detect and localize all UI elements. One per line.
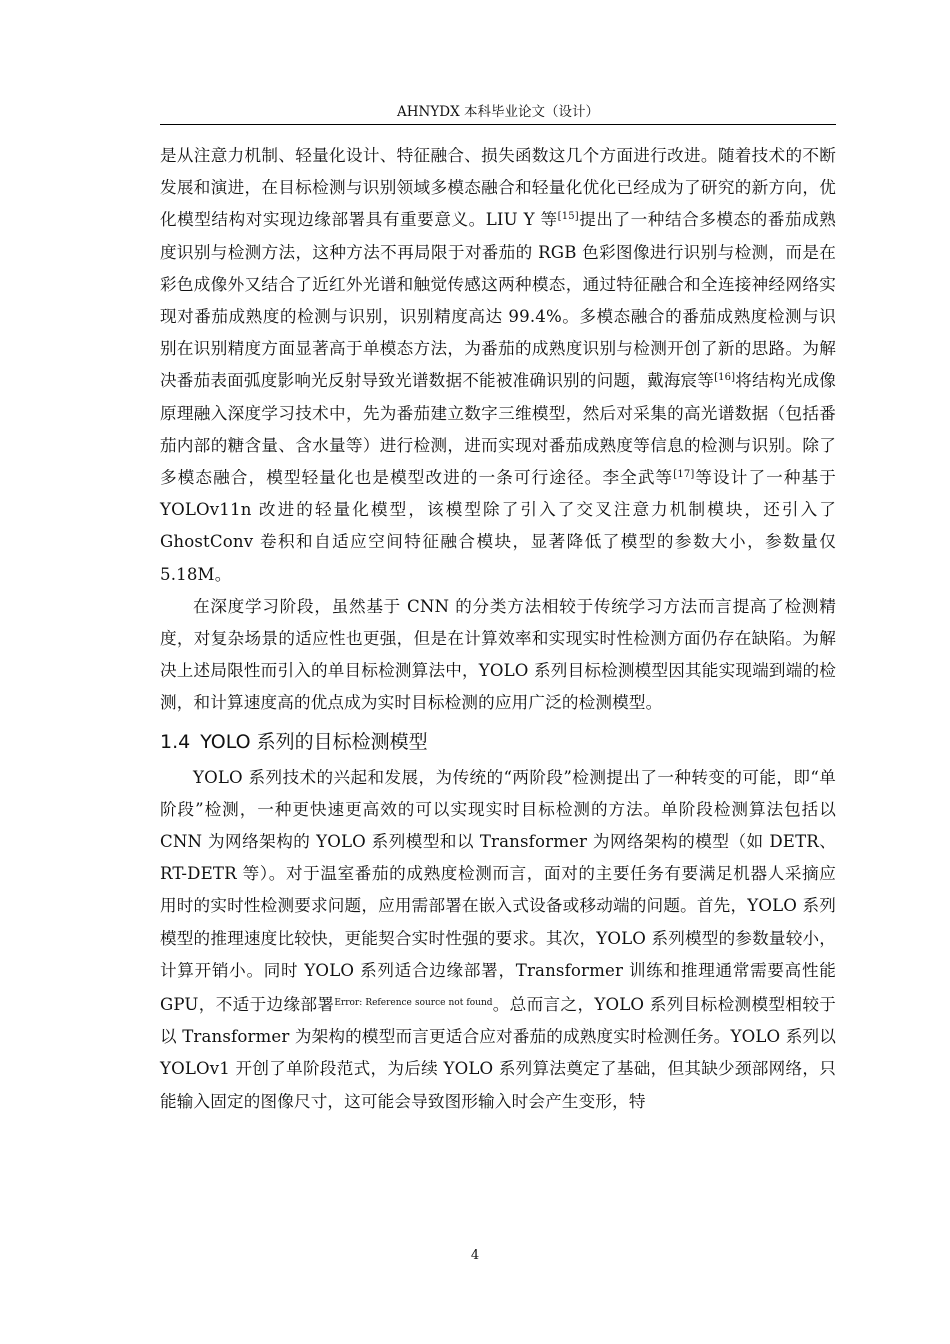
page-number: 4: [470, 1248, 480, 1263]
paragraph-yolo-intro: [160, 762, 836, 1118]
paragraph-text: 是从注意力机制、轻量化设计、特征融合、损失函数这几个方面进行改进。随着技术的不断发展和演进，在目标检测与识别领域多模态融合和轻量化优化已经成为了研究的新方向，优化模型结构对实现边缘部署具有重要意义。LIU Y 等: [160, 146, 836, 230]
paragraph-text: 。总而言之，YOLO 系列目标检测模型相较于以 Transformer 为架构的模型而言更适合应对番茄的成熟度实时检测任务。YOLO 系列以 YOLOv1 开创了单阶段范式，为后续 YOLO 系列算法奠定了基础，但其缺少颈部网络，只能输入固定的图像尺寸，这可能会导致图形输入时会产生变形，特: [160, 995, 837, 1111]
section-number: 1.4: [160, 730, 191, 753]
section-title: YOLO 系列的目标检测模型: [200, 730, 428, 753]
citation-16: [16]: [714, 372, 736, 384]
section-heading: [160, 726, 836, 758]
citation-17: [17]: [673, 469, 695, 481]
paragraph-text: 提出了一种结合多模态的番茄成熟度识别与检测方法，这种方法不再局限于对番茄的 RGB 色彩图像进行识别与检测，而是在彩色成像外又结合了近红外光谱和触觉传感这两种模态，通过特征融合和全连接神经网络实现对番茄成熟度的检测与识别，识别精度高达 99.4%。多模态融合的番茄成熟度检测与识别在识别精度方面显著高于单模态方法，为番茄的成熟度识别与检测开创了新的思路。为解决番茄表面弧度影响光反射导致光谱数据不能被准确识别的问题，戴海宸等: [160, 210, 836, 391]
paragraph-text: 将结构光成像原理融入深度学习技术中，先为番茄建立数字三维模型，然后对采集的高光谱数据（包括番茄内部的糖含量、含水量等）进行检测，进而实现对番茄成熟度等信息的检测与识别。除了多模态融合，模型轻量化也是模型改进的一条可行途径。李全武等: [160, 371, 836, 488]
running-header: AHNYDX 本科毕业论文（设计）: [397, 104, 599, 120]
citation-15: [15]: [557, 211, 579, 223]
header-rule: [160, 124, 836, 125]
page-body: [160, 140, 836, 1118]
reference-error: Error: Reference source not found: [334, 998, 493, 1009]
paragraph-text: YOLO 系列技术的兴起和发展，为传统的“两阶段”检测提出了一种转变的可能，即“单阶段”检测，一种更快速更高效的可以实现实时目标检测的方法。单阶段检测算法包括以 CNN 为网络架构的 YOLO 系列模型和以 Transformer 为网络架构的模型（如 DETR、RT-DETR 等）。对于温室番茄的成熟度检测而言，面对的主要任务有要满足机器人采摘应用时的实时性检测要求问题，应用需部署在嵌入式设备或移动端的问题。首先，YOLO 系列模型的推理速度比较快，更能契合实时性强的要求。其次，YOLO 系列模型的参数量较小，计算开销小。同时 YOLO 系列适合边缘部署，Transformer 训练和推理通常需要高性能 GPU，不适于边缘部署: [160, 767, 836, 1015]
paragraph-text: 等设计了一种基于 YOLOv11n 改进的轻量化模型，该模型除了引入了交叉注意力机制模块，还引入了 GhostConv 卷积和自适应空间特征融合模块，显著降低了模型的参数大小，参数量仅 5.18M。: [160, 468, 836, 584]
paragraph-multimodal-review: [160, 140, 836, 591]
paragraph-deep-learning: 在深度学习阶段，虽然基于 CNN 的分类方法相较于传统学习方法而言提高了检测精度，对复杂场景的适应性也更强，但是在计算效率和实现实时性检测方面仍存在缺陷。为解决上述局限性而引入的单目标检测算法中，YOLO 系列目标检测模型因其能实现端到端的检测，和计算速度高的优点成为实时目标检测的应用广泛的检测模型。: [160, 596, 836, 713]
